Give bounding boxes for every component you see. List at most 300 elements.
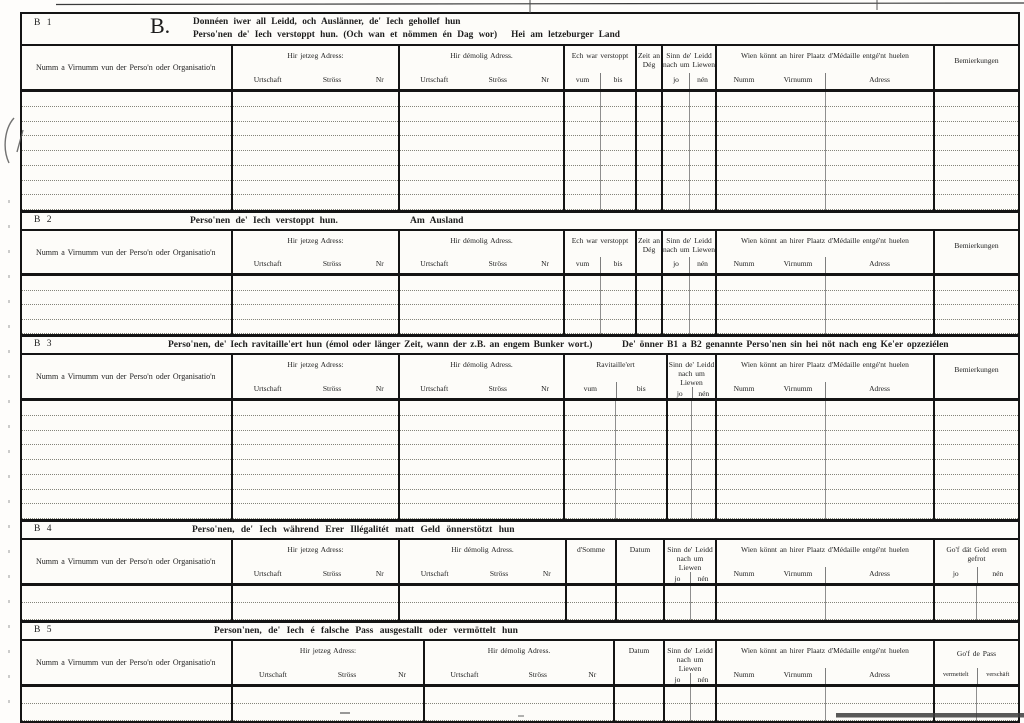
page-edge-line [56, 3, 1024, 5]
sub-urtschaft: Urtschaft [450, 670, 479, 679]
dotted-writing-line [717, 151, 825, 166]
dotted-writing-line [690, 166, 716, 181]
body-sub-numm-virnumm [717, 401, 825, 519]
dotted-writing-line [935, 151, 1018, 166]
dotted-writing-line [935, 166, 1018, 181]
dotted-writing-line [565, 431, 615, 446]
dotted-writing-line [935, 401, 1018, 416]
dotted-writing-line [400, 320, 563, 335]
col-header-zeit: Zeit an Dég [637, 46, 663, 89]
dotted-writing-line [233, 704, 423, 721]
dotted-writing-line [668, 445, 691, 460]
dotted-writing-line [400, 166, 563, 181]
sub-numm: Numm [733, 259, 755, 268]
body-col-name [22, 92, 233, 210]
body-col-sinn [663, 276, 717, 334]
dotted-writing-line [826, 401, 934, 416]
dotted-writing-line [233, 276, 398, 291]
gof-pass-sublabels [935, 668, 1018, 684]
body-col-zeit [637, 276, 663, 334]
body-col-jetzeg [233, 586, 400, 620]
dotted-writing-line [601, 122, 636, 137]
col-header-demolig-adress: Hir démolig Adress. Urtschaft Ströss Nr [400, 231, 565, 273]
dotted-writing-line [22, 504, 231, 519]
body-sub-bis [600, 276, 636, 334]
dotted-writing-line [717, 687, 825, 704]
dotted-writing-line [615, 687, 663, 704]
col-header-name: Numm a Virnumm vun der Perso'n oder Organisatio'n [22, 46, 233, 89]
dotted-writing-line [22, 305, 231, 320]
sub-virnumm: Virnumm [783, 75, 813, 84]
sub-nr: Nr [375, 75, 384, 84]
col-header-bemierkungen: Bemierkungen [954, 241, 999, 250]
dotted-writing-line [565, 276, 600, 291]
dotted-writing-line [22, 704, 231, 721]
dotted-writing-line [663, 92, 689, 107]
sub-nr: Nr [541, 384, 550, 393]
body-sub-nen [690, 586, 716, 620]
section-b2-location: Am Ausland [410, 215, 464, 226]
body-col-wien [717, 586, 935, 620]
body-sub-adress [825, 401, 934, 519]
dotted-writing-line [717, 122, 825, 137]
col-header-jetzeg-adress: Hir jetzeg Adress: Urtschaft Ströss Nr [233, 355, 400, 398]
sub-nr: Nr [398, 670, 407, 679]
dotted-writing-line [400, 445, 563, 460]
sub-vum: vum [575, 259, 590, 268]
dotted-writing-line [22, 401, 231, 416]
sub-vum: vum [575, 75, 590, 84]
dotted-writing-line [400, 431, 563, 446]
dotted-writing-line [663, 291, 689, 306]
section-b2-title: Perso'nen de' Iech verstoppt hun. [190, 215, 338, 226]
dotted-writing-line [425, 704, 613, 721]
sub-nen: nén [689, 73, 715, 89]
sub-adress: Adress [825, 382, 933, 398]
sub-nr: Nr [588, 670, 597, 679]
jetzeg-sublabels [233, 567, 398, 583]
body-sub-jo [668, 401, 691, 519]
body-sub-nen [976, 586, 1018, 620]
scanned-form-page [20, 12, 1020, 723]
dotted-writing-line [663, 136, 689, 151]
col-header-datum: Datum [617, 540, 665, 583]
dotted-writing-line [233, 401, 398, 416]
col-header-demolig-adress: Hir démolig Adress. Urtschaft Ströss Nr [400, 540, 567, 583]
body-col-verstoppt [565, 276, 637, 334]
dotted-writing-line [663, 276, 689, 291]
body-col-gof-geld [935, 586, 1018, 620]
sub-nr: Nr [541, 259, 550, 268]
dotted-writing-line [637, 136, 661, 151]
intro-location: Hei am letzeburger Land [511, 30, 620, 40]
col-header-wien: Wien könnt an hirer Plaatz d'Médaille entgé'nt huelen Numm Virnumm Adress [717, 46, 935, 89]
dotted-writing-line [826, 431, 934, 446]
body-col-name [22, 276, 233, 334]
dotted-writing-line [637, 181, 661, 196]
sub-stross: Ströss [322, 384, 342, 393]
body-col-bemierkungen [935, 276, 1018, 334]
col-header-ravitailleert: Ravitaille'ert vum bis [565, 355, 668, 398]
dotted-writing-line [977, 704, 1018, 721]
dotted-writing-line [826, 460, 934, 475]
dotted-writing-line [565, 490, 615, 505]
dotted-writing-line [663, 195, 689, 210]
sub-vum: vum [583, 384, 597, 393]
sub-nr: Nr [375, 259, 384, 268]
dotted-writing-line [690, 136, 716, 151]
body-col-demolig [400, 586, 567, 620]
dotted-writing-line [233, 687, 423, 704]
dotted-writing-line [935, 504, 1018, 519]
body-col-bemierkungen [935, 401, 1018, 519]
dotted-writing-line [668, 401, 691, 416]
dotted-writing-line [616, 504, 666, 519]
sub-nr: Nr [375, 384, 384, 393]
sinn-sublabels [668, 387, 715, 398]
dotted-writing-line [565, 122, 600, 137]
dotted-writing-line [22, 475, 231, 490]
dotted-writing-line [565, 107, 600, 122]
body-sub-jo [663, 92, 689, 210]
dotted-writing-line [663, 181, 689, 196]
dotted-writing-line [425, 687, 613, 704]
dotted-writing-line [616, 460, 666, 475]
intro-line-1: Donnéen iwer all Leidd, och Auslänner, de' Iech gehollef hun [193, 17, 461, 27]
dotted-writing-line [692, 401, 715, 416]
col-header-bemierkungen: Bemierkungen [954, 365, 999, 374]
sub-nen: nén [689, 257, 715, 273]
dotted-writing-line [717, 475, 825, 490]
dotted-writing-line [692, 431, 715, 446]
dotted-writing-line [601, 136, 636, 151]
section-b2 [22, 210, 1018, 334]
dotted-writing-line [233, 460, 398, 475]
dotted-writing-line [691, 603, 716, 620]
dotted-writing-line [22, 195, 231, 210]
sinn-sublabels [665, 572, 715, 583]
dotted-writing-line [690, 107, 716, 122]
col-header-sinn: Sinn de' Leidd nach um Liewen jo nén [665, 540, 717, 583]
sub-bis: bis [616, 382, 667, 398]
section-b4-header-row [22, 540, 1018, 586]
col-header-verstoppt: Ech war verstoppt vum bis [565, 46, 637, 89]
sub-adress: Adress [825, 73, 933, 89]
dotted-writing-line [691, 687, 716, 704]
sub-stross: Ströss [488, 259, 507, 268]
dotted-writing-line [233, 107, 398, 122]
sub-urtschaft: Urtschaft [253, 569, 282, 578]
sub-bis: bis [600, 257, 635, 273]
dotted-writing-line [690, 195, 716, 210]
col-header-gof-pass: Go'f de Pass vermettelt verschäft [935, 641, 1018, 684]
dotted-writing-line [565, 504, 615, 519]
sub-stross: Ströss [322, 75, 342, 84]
dotted-writing-line [935, 603, 976, 620]
col-header-sinn: Sinn de' Leidd nach um Liewen jo nén [663, 231, 717, 273]
intro-line-2-row [193, 29, 620, 42]
sub-urtschaft: Urtschaft [258, 670, 287, 679]
dotted-writing-line [717, 490, 825, 505]
col-header-wien: Wien könnt an hirer Plaatz d'Médaille entgé'nt huelen Numm Virnumm Adress [717, 355, 935, 398]
dotted-writing-line [690, 92, 716, 107]
demolig-sublabels [400, 382, 563, 398]
wien-sublabels [717, 668, 933, 684]
body-col-ravitailleert [565, 401, 668, 519]
sub-jo: jo [674, 675, 681, 684]
dotted-writing-line [665, 704, 690, 721]
col-header-jetzeg-adress: Hir jetzeg Adress: Urtschaft Ströss Nr [233, 641, 425, 684]
dotted-writing-line [935, 181, 1018, 196]
dotted-writing-line [615, 704, 663, 721]
sub-jo: jo [673, 259, 679, 268]
body-sub-nen [690, 687, 716, 721]
dotted-writing-line [826, 181, 934, 196]
dotted-writing-line [22, 92, 231, 107]
dotted-writing-line [690, 276, 716, 291]
section-b4-body [22, 586, 1018, 620]
col-header-jetzeg-adress: Hir jetzeg Adress: Urtschaft Ströss Nr [233, 540, 400, 583]
sub-stross: Ströss [488, 384, 507, 393]
dotted-writing-line [616, 490, 666, 505]
body-col-jetzeg [233, 401, 400, 519]
dotted-writing-line [22, 431, 231, 446]
dotted-writing-line [22, 136, 231, 151]
dotted-writing-line [690, 305, 716, 320]
section-b4 [22, 519, 1018, 620]
dotted-writing-line [233, 291, 398, 306]
section-b1-header-row [22, 46, 1018, 92]
section-b2-header-row [22, 231, 1018, 276]
body-sub-numm-virnumm [717, 687, 825, 721]
dotted-writing-line [935, 136, 1018, 151]
dotted-writing-line [601, 151, 636, 166]
form-intro [193, 16, 620, 42]
dotted-writing-line [400, 195, 563, 210]
dotted-writing-line [663, 305, 689, 320]
section-b3-title: Perso'nen, de' Iech ravitaille'ert hun (émol oder länger Zeit, wann der z.B. an engem Bunker wort.) [168, 339, 593, 350]
dotted-writing-line [717, 460, 825, 475]
sub-virnumm: Virnumm [783, 384, 813, 393]
sub-stross: Ströss [528, 670, 547, 679]
dotted-writing-line [400, 151, 563, 166]
body-sub-nen [691, 401, 715, 519]
section-b3 [22, 334, 1018, 519]
dotted-writing-line [637, 291, 661, 306]
dotted-writing-line [601, 291, 636, 306]
body-col-demolig [425, 687, 615, 721]
dotted-writing-line [668, 490, 691, 505]
dotted-writing-line [668, 460, 691, 475]
dotted-writing-line [565, 136, 600, 151]
dotted-writing-line [692, 460, 715, 475]
section-b2-label: B 2 [34, 215, 54, 225]
body-col-wien [717, 687, 935, 721]
body-sub-vum [565, 276, 600, 334]
dotted-writing-line [233, 416, 398, 431]
body-col-bemierkungen [935, 92, 1018, 210]
body-col-sinn [663, 92, 717, 210]
dotted-writing-line [400, 181, 563, 196]
gof-geld-sublabels [935, 567, 1018, 583]
sub-numm: Numm [733, 569, 755, 578]
dotted-writing-line [22, 586, 231, 603]
dotted-writing-line [400, 504, 563, 519]
section-b3-body [22, 401, 1018, 519]
dotted-writing-line [233, 166, 398, 181]
section-b2-title-row [22, 213, 1018, 231]
col-header-wien: Wien könnt an hirer Plaatz d'Médaille entgé'nt huelen Numm Virnumm Adress [717, 540, 935, 583]
dotted-writing-line [935, 687, 976, 704]
dotted-writing-line [400, 276, 563, 291]
dotted-writing-line [565, 195, 600, 210]
dotted-writing-line [22, 320, 231, 335]
dotted-writing-line [826, 305, 934, 320]
body-sub-adress [825, 687, 934, 721]
dotted-writing-line [22, 276, 231, 291]
sub-vermettelt: vermettelt [942, 671, 969, 678]
dotted-writing-line [717, 291, 825, 306]
dotted-writing-line [233, 603, 398, 620]
dotted-writing-line [565, 475, 615, 490]
dotted-writing-line [22, 460, 231, 475]
section-b5-body [22, 687, 1018, 721]
dotted-writing-line [935, 107, 1018, 122]
body-col-name [22, 401, 233, 519]
col-header-wien: Wien könnt an hirer Plaatz d'Médaille entgé'nt huelen Numm Virnumm Adress [717, 641, 935, 684]
section-b5-label: B 5 [34, 625, 54, 635]
col-header-demolig-adress: Hir démolig Adress. Urtschaft Ströss Nr [425, 641, 615, 684]
dotted-writing-line [692, 445, 715, 460]
dotted-writing-line [935, 586, 976, 603]
col-header-bemierkungen: Bemierkungen [954, 56, 999, 65]
section-b2-body [22, 276, 1018, 334]
dotted-writing-line [826, 151, 934, 166]
dotted-writing-line [717, 603, 825, 620]
dotted-writing-line [565, 401, 615, 416]
col-header-name: Numm a Virnumm vun der Perso'n oder Organisatio'n [22, 641, 233, 684]
wien-sublabels [717, 73, 933, 89]
dotted-writing-line [565, 291, 600, 306]
section-b5-title-row [22, 623, 1018, 641]
dotted-writing-line [601, 181, 636, 196]
dotted-writing-line [826, 504, 934, 519]
col-header-jetzeg-adress: Hir jetzeg Adress: Urtschaft Ströss Nr [233, 231, 400, 273]
body-sub-numm-virnumm [717, 276, 825, 334]
dotted-writing-line [565, 460, 615, 475]
dotted-writing-line [826, 416, 934, 431]
col-header-jetzeg-adress: Hir jetzeg Adress: Urtschaft Ströss Nr [233, 46, 400, 89]
verstoppt-sublabels [565, 73, 635, 89]
dotted-writing-line [400, 136, 563, 151]
dotted-writing-line [233, 431, 398, 446]
body-col-wien [717, 276, 935, 334]
dotted-writing-line [233, 586, 398, 603]
dotted-writing-line [692, 490, 715, 505]
body-col-jetzeg [233, 92, 400, 210]
dotted-writing-line [668, 431, 691, 446]
sub-bis: bis [600, 73, 635, 89]
body-sub-verschaft [976, 687, 1018, 721]
dotted-writing-line [400, 401, 563, 416]
demolig-sublabels [425, 668, 613, 684]
dotted-writing-line [717, 586, 825, 603]
dotted-writing-line [637, 195, 661, 210]
jetzeg-sublabels [233, 382, 398, 398]
dotted-writing-line [935, 431, 1018, 446]
dotted-writing-line [601, 92, 636, 107]
sub-jo: jo [676, 389, 683, 398]
dotted-writing-line [601, 305, 636, 320]
dotted-writing-line [400, 305, 563, 320]
body-col-verstoppt [565, 92, 637, 210]
dotted-writing-line [826, 687, 934, 704]
sub-stross: Ströss [322, 259, 342, 268]
sinn-sublabels [665, 673, 715, 684]
body-sub-numm-virnumm [717, 586, 825, 620]
dotted-writing-line [637, 122, 661, 137]
sub-adress: Adress [825, 567, 933, 583]
dotted-writing-line [233, 320, 398, 335]
body-col-demolig [400, 401, 565, 519]
dotted-writing-line [826, 107, 934, 122]
dotted-writing-line [233, 445, 398, 460]
section-b5-header-row [22, 641, 1018, 687]
dotted-writing-line [637, 276, 661, 291]
sub-nr: Nr [542, 569, 551, 578]
dotted-writing-line [400, 460, 563, 475]
dotted-writing-line [665, 687, 690, 704]
dotted-writing-line [565, 92, 600, 107]
jetzeg-sublabels [233, 668, 423, 684]
dotted-writing-line [826, 276, 934, 291]
dotted-writing-line [935, 445, 1018, 460]
dotted-writing-line [692, 416, 715, 431]
dotted-writing-line [637, 166, 661, 181]
dotted-writing-line [690, 122, 716, 137]
dotted-writing-line [717, 445, 825, 460]
sub-nen: nén [692, 387, 716, 398]
dotted-writing-line [616, 416, 666, 431]
col-header-verstoppt: Ech war verstoppt vum bis [565, 231, 637, 273]
dotted-writing-line [665, 603, 690, 620]
dotted-writing-line [935, 490, 1018, 505]
section-b4-title: Perso'nen, de' Iech während Erer Illégalitét matt Geld önnerstötzt hun [192, 524, 515, 535]
dotted-writing-line [22, 291, 231, 306]
dotted-writing-line [233, 92, 398, 107]
dotted-writing-line [233, 305, 398, 320]
body-sub-adress [825, 276, 934, 334]
dotted-writing-line [826, 490, 934, 505]
sinn-sublabels [663, 73, 715, 89]
dotted-writing-line [826, 475, 934, 490]
dotted-writing-line [617, 586, 663, 603]
dotted-writing-line [826, 136, 934, 151]
dotted-writing-line [935, 195, 1018, 210]
col-header-name: Numm a Virnumm vun der Perso'n oder Organisatio'n [22, 540, 233, 583]
body-sub-jo [665, 687, 690, 721]
dotted-writing-line [233, 136, 398, 151]
dotted-writing-line [826, 320, 934, 335]
verstoppt-sublabels [565, 257, 635, 273]
dotted-writing-line [826, 92, 934, 107]
demolig-sublabels [400, 257, 563, 273]
dotted-writing-line [400, 107, 563, 122]
body-sub-nen [689, 92, 716, 210]
dotted-writing-line [233, 151, 398, 166]
body-col-gof-pass [935, 687, 1018, 721]
dotted-writing-line [692, 475, 715, 490]
